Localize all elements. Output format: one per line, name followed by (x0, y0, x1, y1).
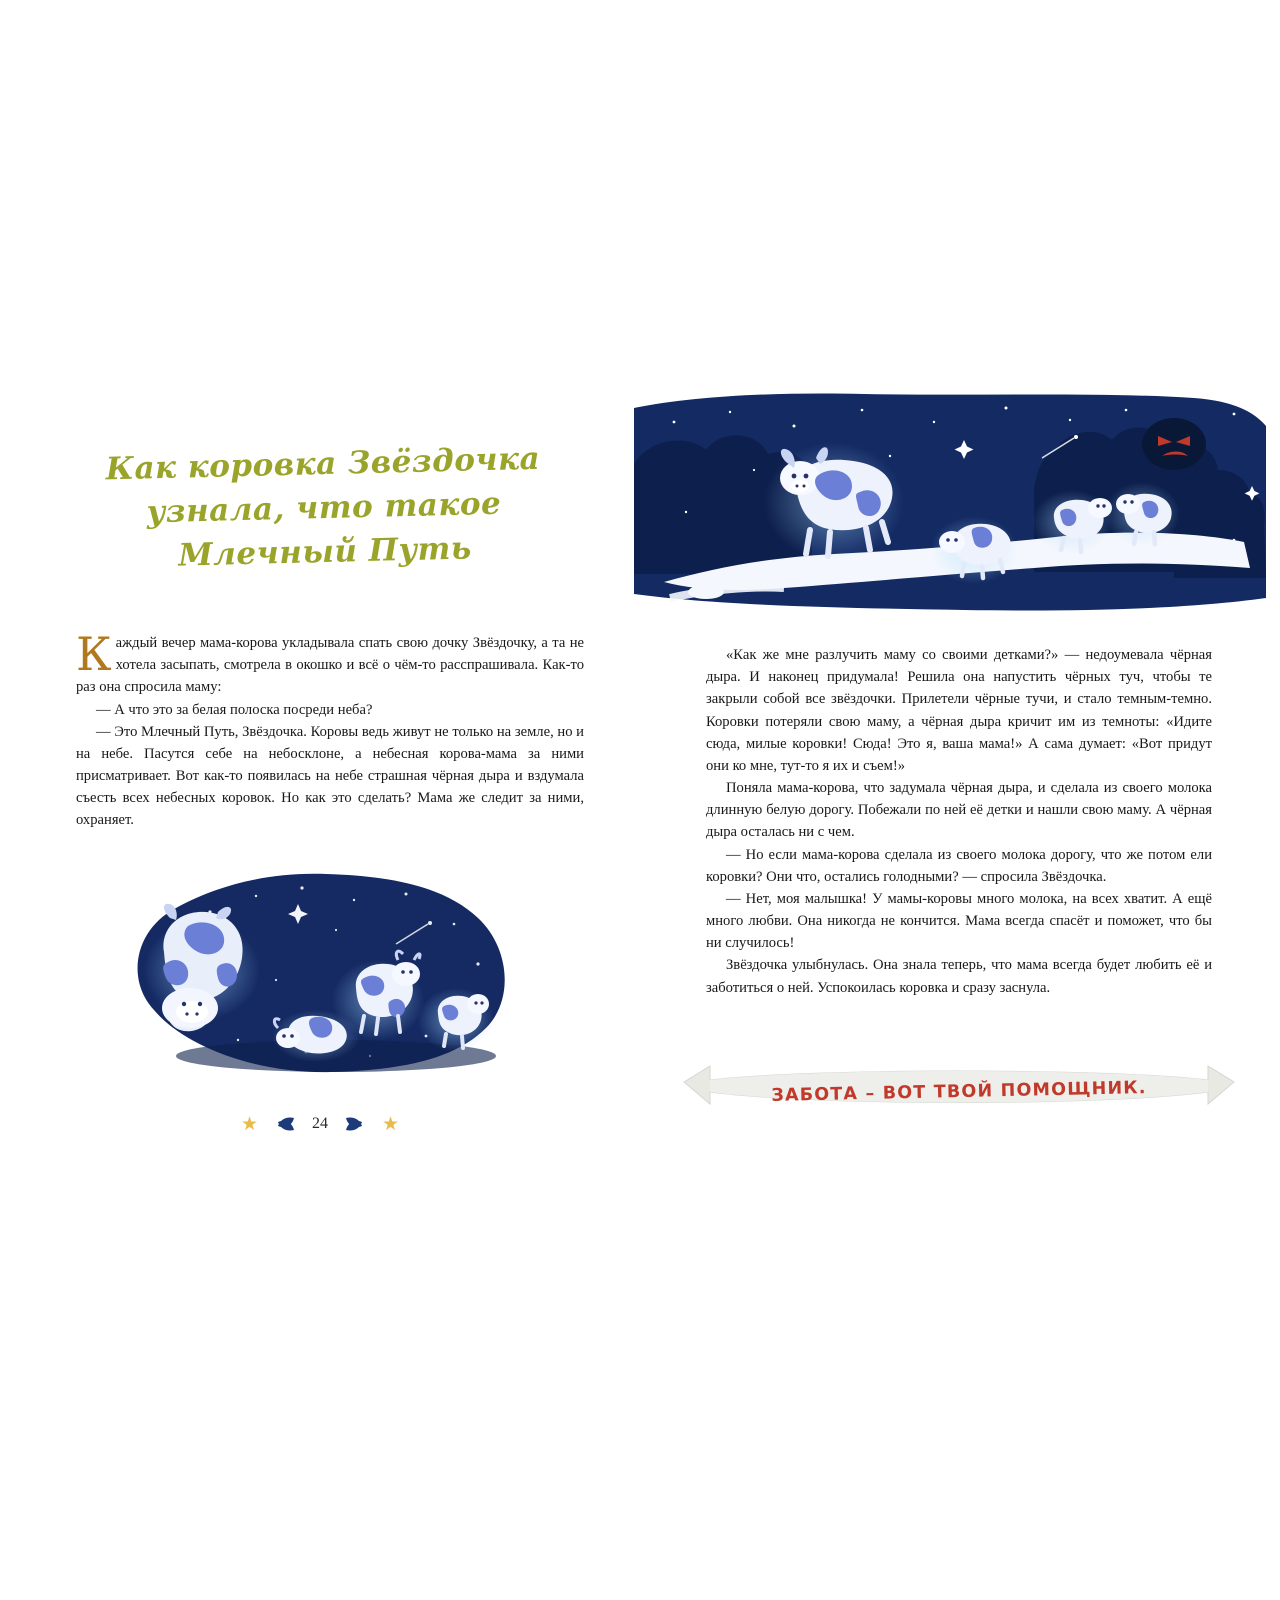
cow-calf-right (1032, 490, 1112, 554)
black-hole-character (1142, 418, 1206, 470)
title-block (74, 442, 574, 574)
calf-small-right (418, 988, 494, 1052)
leaf-ornament-right-icon (342, 1114, 368, 1134)
leaf-ornament-right-svg (342, 1114, 368, 1134)
right-body-text (706, 644, 1212, 999)
paragraph (706, 888, 1212, 955)
illustration-cow-family (106, 860, 546, 1090)
leaf-ornament-left-svg (272, 1114, 298, 1134)
paragraph (706, 644, 1212, 777)
paragraph (706, 777, 1212, 844)
paragraph-text: аждый вечер мама-корова укладывала спать свою дочку Звёздочку, а та не хотела засыпать, смотрела в окошко и всё о чём-то расспрашивала. Как-то раз она спросила маму: (76, 635, 584, 696)
quote-banner (674, 1052, 1244, 1138)
quote-banner-text: ЗАБОТА – ВОТ ТВОЙ ПОМОЩНИК. (771, 1078, 1147, 1106)
star-icon: ★ (240, 1113, 258, 1135)
paragraph (706, 844, 1212, 888)
paragraph-text: — Это Млечный Путь, Звёздочка. Коровы ведь живут не только на земле, но и на небе. Пасутся себе на небосклоне, а небесная корова-мама за ними присматривает. Вот как-то появилась на небе страшная чёрная дыра и вздумала съесть всех небесных коровок. Но как это сделать? Мама же следит за ними, охраняет. (76, 723, 584, 829)
leaf-ornament-left-icon (272, 1114, 298, 1134)
left-body-text (76, 627, 584, 832)
illustration-milky-way-svg (634, 392, 1266, 614)
right-page (626, 392, 1266, 1172)
illustration-cow-family-svg (106, 860, 546, 1090)
star-icon: ★ (382, 1113, 400, 1135)
cow-calf-far-right (1104, 482, 1180, 546)
cow-calf-middle (930, 516, 1018, 584)
cow-large (764, 442, 904, 562)
page-number: 24 (312, 1115, 328, 1132)
paragraph-text: Поняла мама-корова, что задумала чёрная дыра, и сделала из своего молока длинную белую дорогу. Побежали по ней её детки и нашли свою маму. А чёрная дыра осталась ни с чем. (706, 780, 1212, 841)
book-spread (14, 392, 1266, 1172)
drop-cap: К (76, 627, 112, 681)
paragraph (76, 721, 584, 832)
left-page (14, 392, 626, 1172)
paragraph-text: — Но если мама-корова сделала из своего молока дорогу, что же потом ели коровки? Они что, остались голодными? — спросила Звёздочка. (706, 846, 1212, 885)
paragraph (76, 627, 584, 699)
story-title: Как коровка Звёздочка узнала, что такое Млечный Путь (105, 440, 541, 574)
paragraph-text: Звёздочка улыбнулась. Она знала теперь, что мама всегда будет любить её и заботиться о ней. Успокоилась коровка и сразу заснула. (706, 957, 1212, 996)
paragraph-text: — Нет, моя малышка! У мамы-коровы много молока, на всех хватит. А ещё много любви. Она никогда не кончится. Мама всегда спасёт и поможет, что бы ни случилось! (706, 890, 1212, 952)
paragraph-text: «Как же мне разлучить маму со своими детками?» — недоумевала чёрная дыра. И наконец придумала! Решила она напустить чёрных туч, чтобы те закрыли собой все звёздочки. Прилетели чёрные тучи, и стало темным-темно. Коровки потеряли свою маму, а чёрная дыра кричит им из темноты: «Идите сюда, милые коровки! Сюда! Это я, ваша мама!» А сама думает: «Вот придут они ко мне, тут-то я их и съем!» (706, 647, 1212, 774)
illustration-milky-way (634, 392, 1266, 614)
paragraph (76, 699, 584, 721)
page-footer (14, 1114, 626, 1134)
paragraph (706, 954, 1212, 998)
paragraph-text: — А что это за белая полоска посреди неба? (96, 701, 373, 718)
